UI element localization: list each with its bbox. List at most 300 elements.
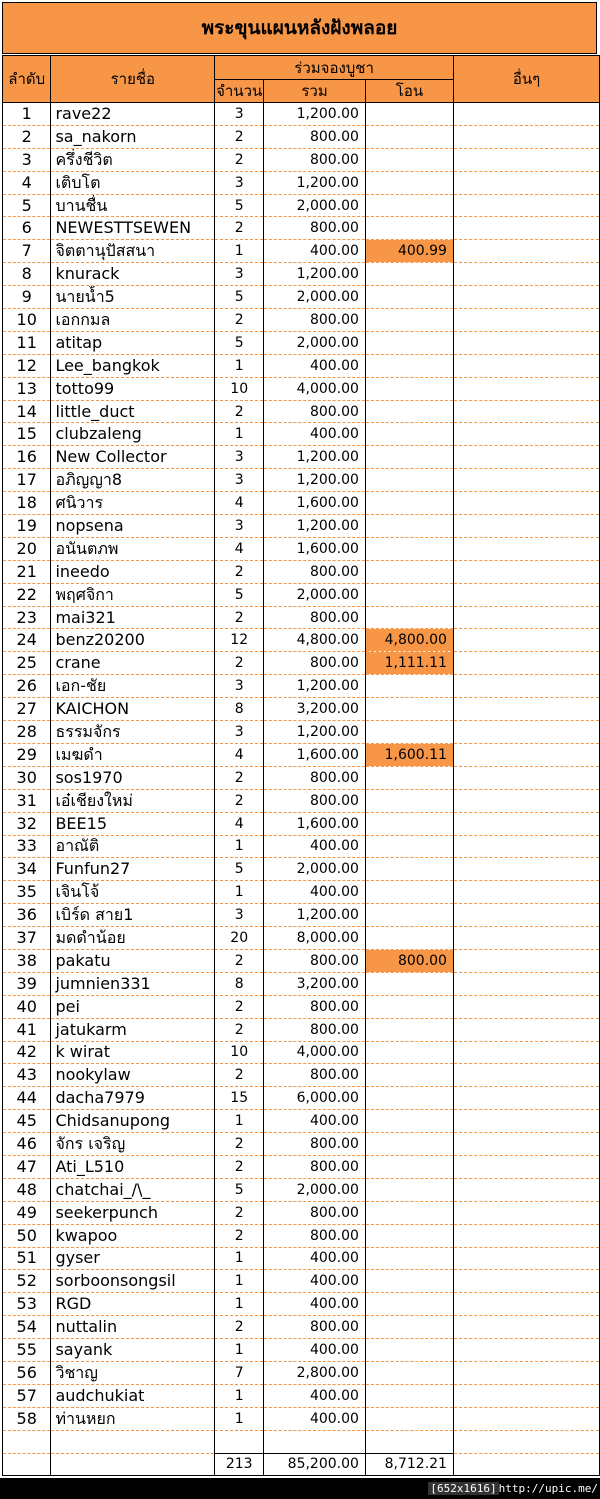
row-number: 30 <box>3 766 51 789</box>
row-number: 49 <box>3 1201 51 1224</box>
row-number: 47 <box>3 1155 51 1178</box>
row-name: ineedo <box>51 560 215 583</box>
table-row <box>3 1041 600 1064</box>
row-other <box>453 835 599 858</box>
row-transfer <box>365 1224 453 1247</box>
row-other <box>453 515 599 538</box>
row-transfer <box>365 721 453 744</box>
row-other <box>453 1018 599 1041</box>
row-qty: 1 <box>215 1339 264 1362</box>
row-other <box>453 1224 599 1247</box>
row-name: อาณัติ <box>51 835 215 858</box>
row-qty: 1 <box>215 835 264 858</box>
table-row <box>3 721 600 744</box>
row-qty: 3 <box>215 469 264 492</box>
table-row <box>3 354 600 377</box>
row-name: sos1970 <box>51 766 215 789</box>
row-transfer <box>365 1293 453 1316</box>
image-host-footer <box>428 1479 598 1497</box>
row-sum: 800.00 <box>264 1018 366 1041</box>
table-row <box>3 743 600 766</box>
row-qty: 1 <box>215 1407 264 1430</box>
sheet-title: พระขุนแผนหลังฝังพลอย <box>2 2 597 54</box>
blank-cell <box>264 1430 366 1453</box>
row-sum: 800.00 <box>264 309 366 332</box>
table-row <box>3 309 600 332</box>
row-qty: 3 <box>215 515 264 538</box>
row-other <box>453 583 599 606</box>
row-qty: 4 <box>215 743 264 766</box>
row-sum: 2,800.00 <box>264 1361 366 1384</box>
row-qty: 7 <box>215 1361 264 1384</box>
row-transfer <box>365 881 453 904</box>
row-transfer <box>365 1270 453 1293</box>
header-qty: จำนวน <box>215 80 264 103</box>
table-row <box>3 1224 600 1247</box>
row-sum: 1,200.00 <box>264 469 366 492</box>
table-row <box>3 560 600 583</box>
row-name: เบิร์ด สาย1 <box>51 904 215 927</box>
row-number: 29 <box>3 743 51 766</box>
row-qty: 3 <box>215 904 264 927</box>
row-other <box>453 331 599 354</box>
table-row <box>3 1384 600 1407</box>
table-row <box>3 606 600 629</box>
row-name: เจินโจ้ <box>51 881 215 904</box>
header-sum: รวม <box>264 80 366 103</box>
row-sum: 800.00 <box>264 995 366 1018</box>
row-sum: 800.00 <box>264 1201 366 1224</box>
header-name: รายชื่อ <box>51 56 215 103</box>
row-qty: 2 <box>215 1155 264 1178</box>
row-name: Ati_L510 <box>51 1155 215 1178</box>
row-other <box>453 537 599 560</box>
row-name: clubzaleng <box>51 423 215 446</box>
row-other <box>453 446 599 469</box>
table-row <box>3 1316 600 1339</box>
row-transfer <box>365 423 453 446</box>
row-number: 10 <box>3 309 51 332</box>
row-name: ครึ่งชีวิต <box>51 148 215 171</box>
row-qty: 5 <box>215 331 264 354</box>
row-name: ธรรมจักร <box>51 721 215 744</box>
row-other <box>453 1384 599 1407</box>
row-other <box>453 1247 599 1270</box>
row-sum: 400.00 <box>264 1270 366 1293</box>
row-name: pakatu <box>51 949 215 972</box>
row-other <box>453 400 599 423</box>
row-number: 27 <box>3 698 51 721</box>
row-name: นายน้ำ5 <box>51 286 215 309</box>
row-name: Chidsanupong <box>51 1110 215 1133</box>
table-row <box>3 789 600 812</box>
row-name: little_duct <box>51 400 215 423</box>
row-sum: 4,000.00 <box>264 377 366 400</box>
row-qty: 3 <box>215 263 264 286</box>
row-sum: 1,200.00 <box>264 171 366 194</box>
row-number: 23 <box>3 606 51 629</box>
row-sum: 800.00 <box>264 652 366 675</box>
row-name: benz20200 <box>51 629 215 652</box>
row-number: 6 <box>3 217 51 240</box>
row-number: 11 <box>3 331 51 354</box>
table-row <box>3 1064 600 1087</box>
row-transfer: 4,800.00 <box>365 629 453 652</box>
row-sum: 3,200.00 <box>264 972 366 995</box>
image-dimensions: [652x1616] <box>430 1481 497 1495</box>
row-qty: 8 <box>215 698 264 721</box>
row-number: 13 <box>3 377 51 400</box>
table-row <box>3 1407 600 1430</box>
row-sum: 2,000.00 <box>264 286 366 309</box>
table-row <box>3 1087 600 1110</box>
row-sum: 1,200.00 <box>264 263 366 286</box>
row-sum: 400.00 <box>264 1339 366 1362</box>
image-host-link[interactable]: http://upic.me/ <box>498 1481 598 1495</box>
row-name: อภิญญา8 <box>51 469 215 492</box>
row-number: 56 <box>3 1361 51 1384</box>
row-sum: 400.00 <box>264 1384 366 1407</box>
row-sum: 1,200.00 <box>264 446 366 469</box>
table-row <box>3 171 600 194</box>
row-transfer <box>365 1316 453 1339</box>
row-number: 57 <box>3 1384 51 1407</box>
row-name: KAICHON <box>51 698 215 721</box>
row-qty: 2 <box>215 217 264 240</box>
row-sum: 1,600.00 <box>264 492 366 515</box>
row-transfer: 400.99 <box>365 240 453 263</box>
row-qty: 2 <box>215 606 264 629</box>
row-qty: 20 <box>215 927 264 950</box>
row-sum: 2,000.00 <box>264 583 366 606</box>
row-transfer <box>365 1407 453 1430</box>
row-number: 43 <box>3 1064 51 1087</box>
table-row <box>3 446 600 469</box>
row-number: 17 <box>3 469 51 492</box>
row-transfer <box>365 377 453 400</box>
totals-other-cell <box>453 1453 599 1476</box>
row-qty: 2 <box>215 995 264 1018</box>
row-sum: 800.00 <box>264 949 366 972</box>
row-number: 19 <box>3 515 51 538</box>
row-sum: 400.00 <box>264 1407 366 1430</box>
table-row <box>3 1018 600 1041</box>
row-other <box>453 904 599 927</box>
row-number: 4 <box>3 171 51 194</box>
row-name: ท่านหยก <box>51 1407 215 1430</box>
row-other <box>453 606 599 629</box>
row-number: 35 <box>3 881 51 904</box>
row-transfer <box>365 309 453 332</box>
row-qty: 10 <box>215 377 264 400</box>
row-other <box>453 1339 599 1362</box>
row-other <box>453 789 599 812</box>
row-qty: 3 <box>215 103 264 126</box>
table-row <box>3 194 600 217</box>
row-transfer <box>365 1110 453 1133</box>
row-name: rave22 <box>51 103 215 126</box>
row-other <box>453 995 599 1018</box>
table-row <box>3 148 600 171</box>
row-other <box>453 927 599 950</box>
table-row <box>3 377 600 400</box>
row-qty: 15 <box>215 1087 264 1110</box>
table-row <box>3 949 600 972</box>
row-transfer <box>365 1384 453 1407</box>
row-transfer <box>365 171 453 194</box>
row-sum: 2,000.00 <box>264 331 366 354</box>
row-other <box>453 423 599 446</box>
row-transfer <box>365 1361 453 1384</box>
row-other <box>453 469 599 492</box>
row-qty: 1 <box>215 1110 264 1133</box>
row-name: เอกกมล <box>51 309 215 332</box>
row-qty: 1 <box>215 1293 264 1316</box>
row-sum: 1,600.00 <box>264 812 366 835</box>
row-name: NEWESTTSEWEN <box>51 217 215 240</box>
row-transfer <box>365 400 453 423</box>
row-other <box>453 1270 599 1293</box>
row-transfer <box>365 469 453 492</box>
row-sum: 1,200.00 <box>264 675 366 698</box>
row-number: 33 <box>3 835 51 858</box>
row-qty: 8 <box>215 972 264 995</box>
total-transfer: 8,712.21 <box>365 1453 453 1476</box>
row-other <box>453 1041 599 1064</box>
row-number: 54 <box>3 1316 51 1339</box>
header-other: อื่นๆ <box>453 56 599 103</box>
table-row <box>3 995 600 1018</box>
table-row <box>3 652 600 675</box>
row-sum: 8,000.00 <box>264 927 366 950</box>
row-number: 44 <box>3 1087 51 1110</box>
row-other <box>453 629 599 652</box>
row-name: seekerpunch <box>51 1201 215 1224</box>
row-name: chatchai_/\_ <box>51 1178 215 1201</box>
row-sum: 2,000.00 <box>264 1178 366 1201</box>
row-sum: 400.00 <box>264 423 366 446</box>
row-number: 38 <box>3 949 51 972</box>
row-number: 5 <box>3 194 51 217</box>
row-transfer <box>365 927 453 950</box>
row-transfer <box>365 583 453 606</box>
row-qty: 4 <box>215 492 264 515</box>
table-row <box>3 629 600 652</box>
row-number: 2 <box>3 125 51 148</box>
row-sum: 1,600.00 <box>264 537 366 560</box>
row-name: จักร เจริญ <box>51 1133 215 1156</box>
row-number: 51 <box>3 1247 51 1270</box>
row-qty: 5 <box>215 1178 264 1201</box>
table-row <box>3 400 600 423</box>
row-transfer <box>365 1155 453 1178</box>
row-number: 40 <box>3 995 51 1018</box>
row-transfer <box>365 537 453 560</box>
row-other <box>453 125 599 148</box>
table-row <box>3 263 600 286</box>
row-number: 21 <box>3 560 51 583</box>
table-row <box>3 1361 600 1384</box>
row-sum: 400.00 <box>264 354 366 377</box>
header-group: ร่วมจองบูชา <box>215 56 454 80</box>
row-transfer <box>365 1339 453 1362</box>
table-body <box>3 103 600 1476</box>
row-number: 46 <box>3 1133 51 1156</box>
row-name: เอก-ชัย <box>51 675 215 698</box>
row-sum: 800.00 <box>264 1155 366 1178</box>
table-row <box>3 904 600 927</box>
row-number: 7 <box>3 240 51 263</box>
row-transfer <box>365 1201 453 1224</box>
row-other <box>453 217 599 240</box>
table-row <box>3 423 600 446</box>
table-row <box>3 1201 600 1224</box>
row-number: 50 <box>3 1224 51 1247</box>
row-name: มดดำน้อย <box>51 927 215 950</box>
row-name: knurack <box>51 263 215 286</box>
row-transfer <box>365 1064 453 1087</box>
row-qty: 3 <box>215 446 264 469</box>
row-transfer <box>365 1178 453 1201</box>
row-other <box>453 881 599 904</box>
row-name: dacha7979 <box>51 1087 215 1110</box>
row-number: 24 <box>3 629 51 652</box>
row-other <box>453 675 599 698</box>
row-transfer <box>365 1247 453 1270</box>
row-sum: 400.00 <box>264 1110 366 1133</box>
row-transfer <box>365 125 453 148</box>
table-row <box>3 469 600 492</box>
row-name: วิชาญ <box>51 1361 215 1384</box>
row-name: pei <box>51 995 215 1018</box>
row-name: New Collector <box>51 446 215 469</box>
row-number: 41 <box>3 1018 51 1041</box>
row-name: mai321 <box>51 606 215 629</box>
row-sum: 800.00 <box>264 560 366 583</box>
row-transfer <box>365 812 453 835</box>
row-qty: 5 <box>215 286 264 309</box>
row-sum: 800.00 <box>264 217 366 240</box>
row-other <box>453 103 599 126</box>
row-sum: 2,000.00 <box>264 194 366 217</box>
row-sum: 1,200.00 <box>264 515 366 538</box>
row-name: gyser <box>51 1247 215 1270</box>
row-sum: 800.00 <box>264 1224 366 1247</box>
blank-cell <box>365 1430 453 1453</box>
row-sum: 800.00 <box>264 125 366 148</box>
row-number: 9 <box>3 286 51 309</box>
row-qty: 2 <box>215 1224 264 1247</box>
row-number: 15 <box>3 423 51 446</box>
row-number: 55 <box>3 1339 51 1362</box>
table-row <box>3 515 600 538</box>
row-name: เอ๋เชียงใหม่ <box>51 789 215 812</box>
row-sum: 1,200.00 <box>264 904 366 927</box>
row-transfer <box>365 766 453 789</box>
row-qty: 4 <box>215 537 264 560</box>
row-sum: 400.00 <box>264 1247 366 1270</box>
row-transfer <box>365 103 453 126</box>
row-qty: 2 <box>215 125 264 148</box>
table-row <box>3 286 600 309</box>
row-number: 37 <box>3 927 51 950</box>
row-other <box>453 949 599 972</box>
row-qty: 1 <box>215 354 264 377</box>
row-other <box>453 1201 599 1224</box>
row-transfer <box>365 217 453 240</box>
table-row <box>3 927 600 950</box>
table-row <box>3 1133 600 1156</box>
table-row <box>3 1339 600 1362</box>
row-number: 32 <box>3 812 51 835</box>
row-sum: 400.00 <box>264 240 366 263</box>
row-transfer <box>365 1018 453 1041</box>
row-transfer <box>365 904 453 927</box>
row-sum: 6,000.00 <box>264 1087 366 1110</box>
row-transfer <box>365 789 453 812</box>
row-qty: 2 <box>215 766 264 789</box>
row-name: kwapoo <box>51 1224 215 1247</box>
table-row <box>3 972 600 995</box>
total-qty: 213 <box>215 1453 264 1476</box>
blank-cell <box>3 1430 51 1453</box>
row-qty: 12 <box>215 629 264 652</box>
table-row <box>3 1110 600 1133</box>
row-name: BEE15 <box>51 812 215 835</box>
row-qty: 1 <box>215 423 264 446</box>
table-row <box>3 103 600 126</box>
row-sum: 2,000.00 <box>264 858 366 881</box>
row-sum: 4,000.00 <box>264 1041 366 1064</box>
row-other <box>453 263 599 286</box>
row-name: atitap <box>51 331 215 354</box>
row-number: 52 <box>3 1270 51 1293</box>
row-name: nopsena <box>51 515 215 538</box>
row-other <box>453 652 599 675</box>
row-name: Funfun27 <box>51 858 215 881</box>
row-name: เมฆดำ <box>51 743 215 766</box>
row-number: 1 <box>3 103 51 126</box>
row-other <box>453 377 599 400</box>
row-transfer <box>365 1133 453 1156</box>
row-transfer <box>365 995 453 1018</box>
row-other <box>453 858 599 881</box>
row-qty: 2 <box>215 1018 264 1041</box>
row-qty: 5 <box>215 583 264 606</box>
row-other <box>453 743 599 766</box>
blank-cell <box>215 1430 264 1453</box>
row-qty: 2 <box>215 949 264 972</box>
row-transfer <box>365 698 453 721</box>
row-number: 31 <box>3 789 51 812</box>
row-other <box>453 1110 599 1133</box>
table-row <box>3 858 600 881</box>
row-number: 18 <box>3 492 51 515</box>
row-name: จิตตานุปัสสนา <box>51 240 215 263</box>
row-number: 8 <box>3 263 51 286</box>
row-other <box>453 148 599 171</box>
row-qty: 5 <box>215 858 264 881</box>
row-other <box>453 721 599 744</box>
row-number: 39 <box>3 972 51 995</box>
row-other <box>453 698 599 721</box>
row-name: sa_nakorn <box>51 125 215 148</box>
totals-row <box>3 1453 600 1476</box>
row-qty: 1 <box>215 1247 264 1270</box>
row-number: 20 <box>3 537 51 560</box>
table-row <box>3 698 600 721</box>
row-transfer <box>365 675 453 698</box>
